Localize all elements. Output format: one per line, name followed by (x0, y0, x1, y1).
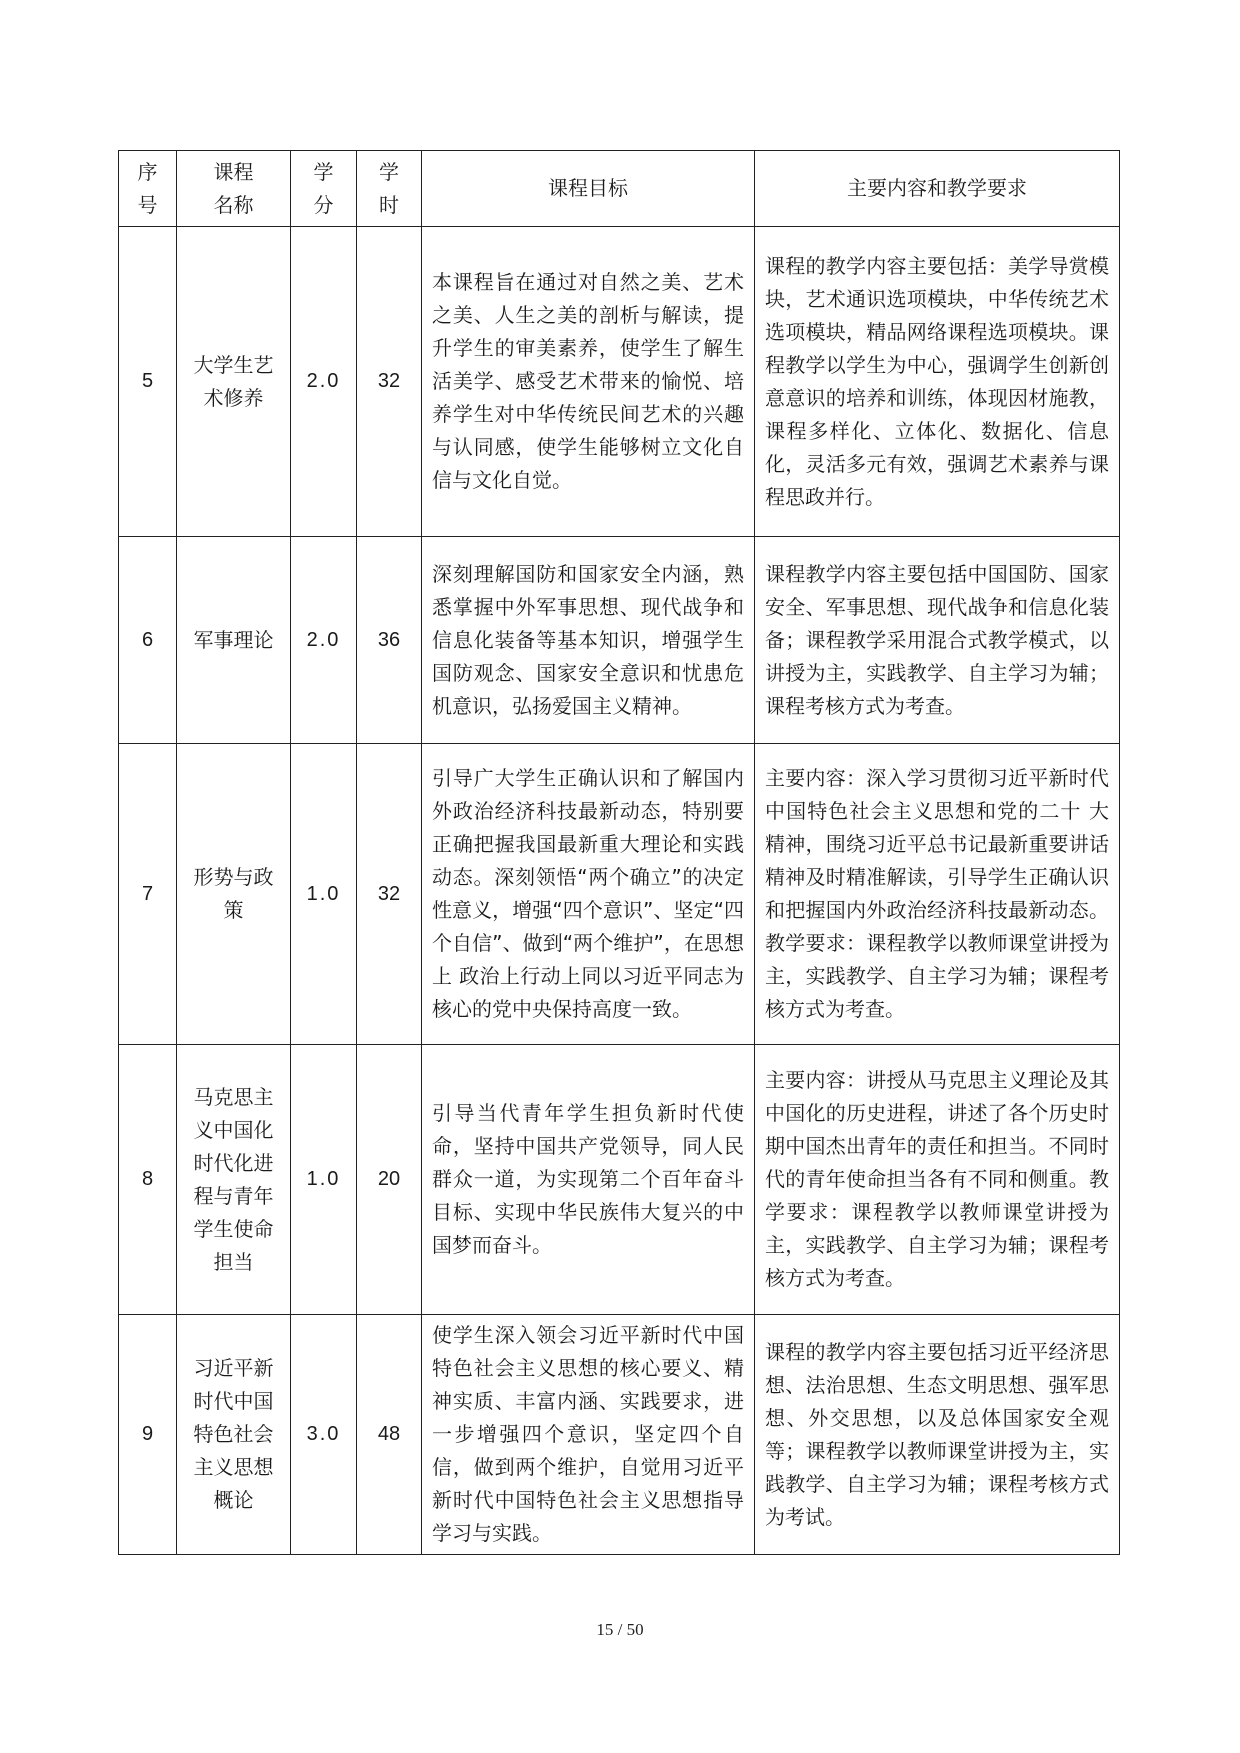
row-content: 课程的教学内容主要包括习近平经济思想、法治思想、生态文明思想、强军思想、外交思想，以及总体国家安全观等；课程教学以教师课堂讲授为主，实践教学、自主学习为辅；课程考核方式为考试。 (755, 1315, 1120, 1555)
row-index: 8 (119, 1045, 177, 1315)
header-credit: 学 分 (291, 151, 357, 227)
table-row (119, 1315, 1120, 1555)
row-credit: 1.0 (291, 1045, 357, 1315)
row-credit: 2.0 (291, 537, 357, 744)
header-hours: 学 时 (357, 151, 422, 227)
row-content: 主要内容：讲授从马克思主义理论及其中国化的历史进程，讲述了各个历史时期中国杰出青年的责任和担当。不同时代的青年使命担当各有不同和侧重。教学要求：课程教学以教师课堂讲授为主，实践教学、自主学习为辅；课程考核方式为考查。 (755, 1045, 1120, 1315)
row-objective: 深刻理解国防和国家安全内涵，熟悉掌握中外军事思想、现代战争和信息化装备等基本知识，增强学生国防观念、国家安全意识和忧患危机意识，弘扬爱国主义精神。 (422, 537, 755, 744)
header-content: 主要内容和教学要求 (755, 151, 1120, 227)
table-header-row (119, 151, 1120, 227)
row-index: 9 (119, 1315, 177, 1555)
row-course-name: 大学生艺 术修养 (177, 227, 291, 537)
row-objective: 引导当代青年学生担负新时代使命，坚持中国共产党领导，同人民群众一道，为实现第二个百年奋斗目标、实现中华民族伟大复兴的中国梦而奋斗。 (422, 1045, 755, 1315)
row-credit: 3.0 (291, 1315, 357, 1555)
row-hours: 32 (357, 227, 422, 537)
table-row (119, 1045, 1120, 1315)
header-objective: 课程目标 (422, 151, 755, 227)
row-hours: 36 (357, 537, 422, 744)
row-index: 5 (119, 227, 177, 537)
table-row (119, 537, 1120, 744)
row-index: 6 (119, 537, 177, 744)
row-content: 课程教学内容主要包括中国国防、国家安全、军事思想、现代战争和信息化装备；课程教学采用混合式教学模式，以讲授为主，实践教学、自主学习为辅；课程考核方式为考查。 (755, 537, 1120, 744)
row-course-name: 形势与政 策 (177, 744, 291, 1045)
row-objective: 引导广大学生正确认识和了解国内外政治经济科技最新动态，特别要正确把握我国最新重大理论和实践动态。深刻领悟“两个确立”的决定性意义，增强“四个意识”、坚定“四个自信”、做到“两个维护”，在思想上 政治上行动上同以习近平同志为核心的党中央保持高度一致。 (422, 744, 755, 1045)
row-credit: 1.0 (291, 744, 357, 1045)
row-index: 7 (119, 744, 177, 1045)
row-course-name: 军事理论 (177, 537, 291, 744)
row-credit: 2.0 (291, 227, 357, 537)
header-name: 课程 名称 (177, 151, 291, 227)
row-course-name: 马克思主 义中国化 时代化进 程与青年 学生使命 担当 (177, 1045, 291, 1315)
row-hours: 48 (357, 1315, 422, 1555)
page-number: 15 / 50 (596, 1620, 644, 1639)
row-hours: 20 (357, 1045, 422, 1315)
table-row (119, 744, 1120, 1045)
course-table (118, 150, 1120, 1555)
row-objective: 使学生深入领会习近平新时代中国特色社会主义思想的核心要义、精神实质、丰富内涵、实践要求，进一步增强四个意识，坚定四个自信，做到两个维护，自觉用习近平新时代中国特色社会主义思想指导学习与实践。 (422, 1315, 755, 1555)
row-hours: 32 (357, 744, 422, 1045)
row-content: 主要内容：深入学习贯彻习近平新时代中国特色社会主义思想和党的二十 大精神，围绕习近平总书记最新重要讲话精神及时精准解读，引导学生正确认识和把握国内外政治经济科技最新动态。教学要求：课程教学以教师课堂讲授为主，实践教学、自主学习为辅；课程考核方式为考查。 (755, 744, 1120, 1045)
header-index: 序 号 (119, 151, 177, 227)
row-objective: 本课程旨在通过对自然之美、艺术之美、人生之美的剖析与解读，提升学生的审美素养，使学生了解生活美学、感受艺术带来的愉悦、培养学生对中华传统民间艺术的兴趣与认同感，使学生能够树立文化自信与文化自觉。 (422, 227, 755, 537)
row-content: 课程的教学内容主要包括：美学导赏模块，艺术通识选项模块，中华传统艺术选项模块，精品网络课程选项模块。课程教学以学生为中心，强调学生创新创意意识的培养和训练，体现因材施教，课程多样化、立体化、数据化、信息化，灵活多元有效，强调艺术素养与课程思政并行。 (755, 227, 1120, 537)
row-course-name: 习近平新 时代中国 特色社会 主义思想 概论 (177, 1315, 291, 1555)
table-row (119, 227, 1120, 537)
